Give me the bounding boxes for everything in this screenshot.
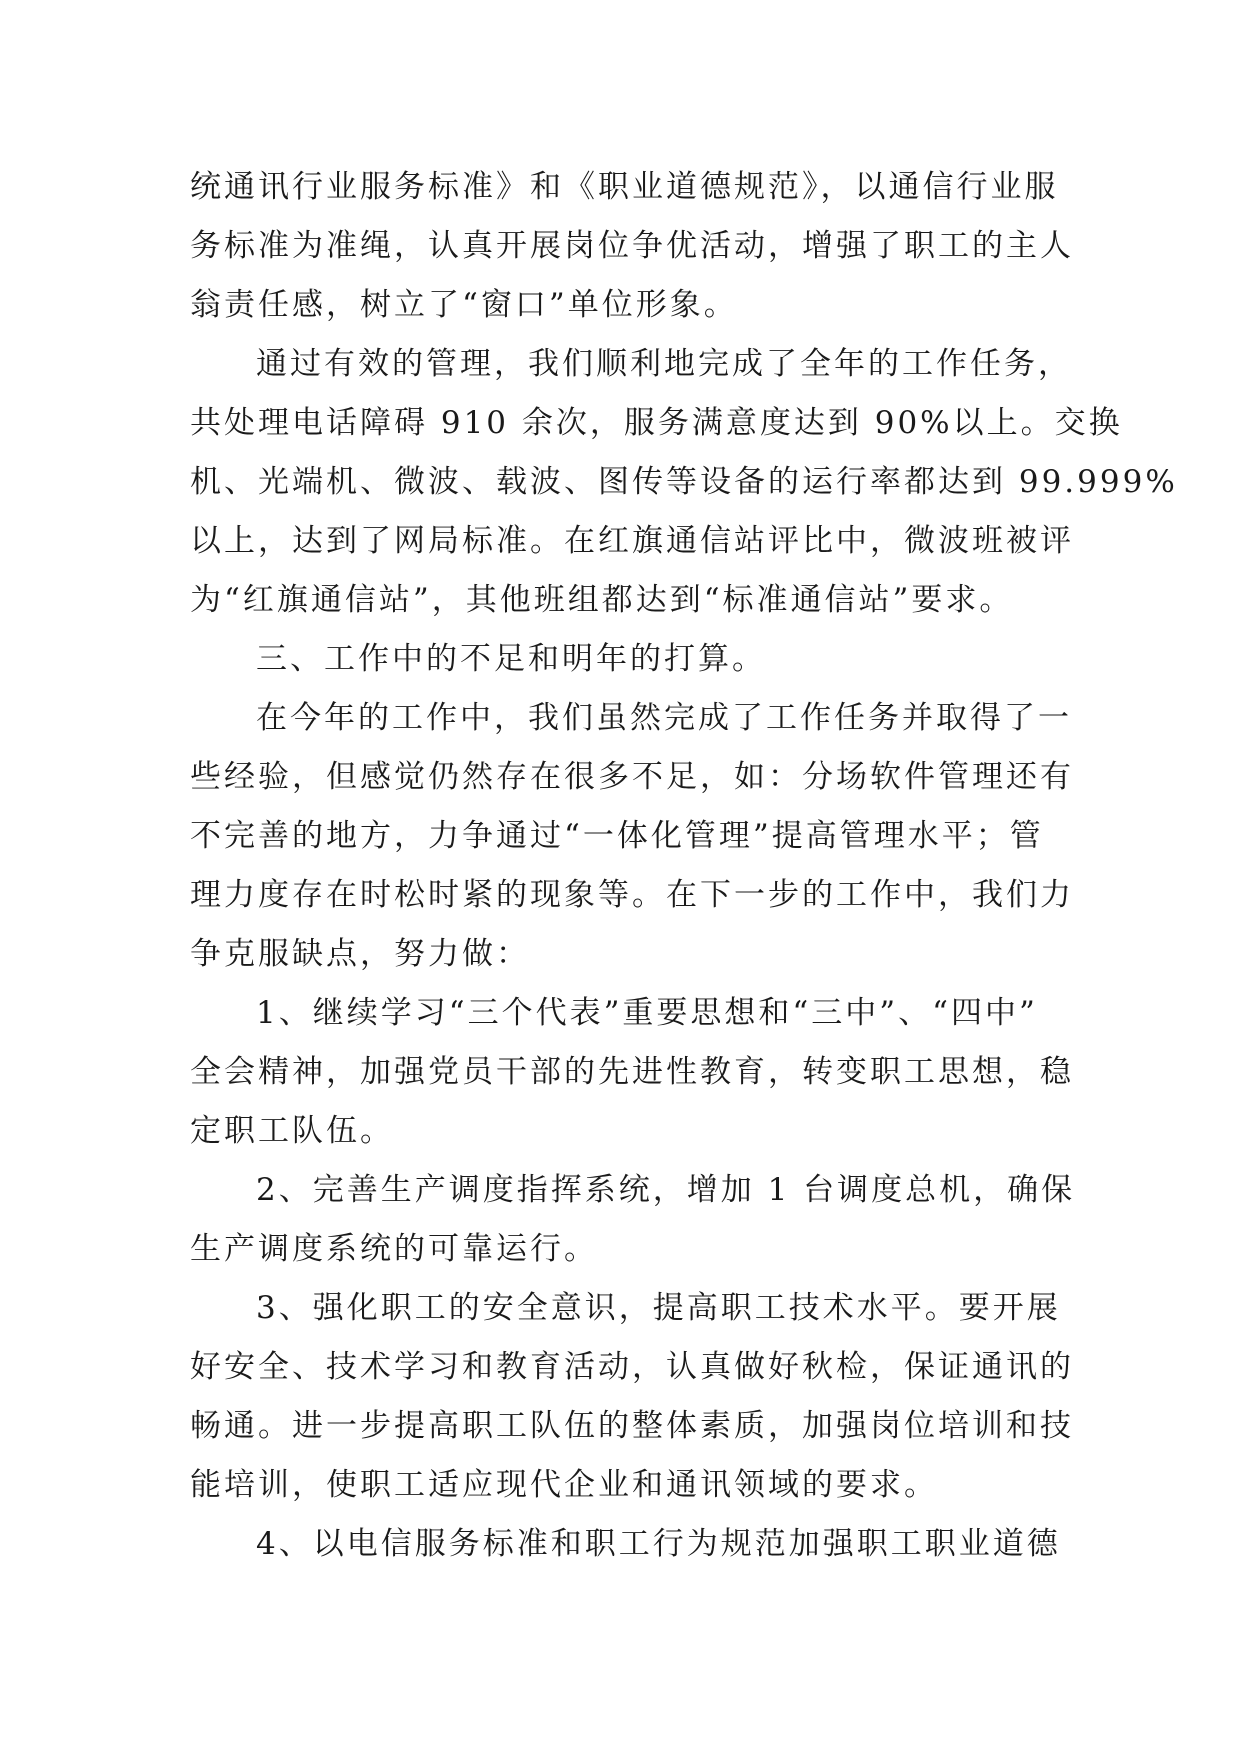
- document-body: [190, 158, 1178, 1574]
- text-line: 争克服缺点，努力做：: [190, 936, 530, 972]
- text-line: 理力度存在时松时紧的现象等。在下一步的工作中，我们力: [190, 877, 1074, 913]
- text-line: 统通讯行业服务标准》和《职业道德规范》，以通信行业服: [190, 169, 1059, 205]
- text-line: 务标准为准绳，认真开展岗位争优活动，增强了职工的主人: [190, 228, 1074, 264]
- text-line: 能培训，使职工适应现代企业和通讯领域的要求。: [190, 1467, 938, 1503]
- list-item-3-start: 3、强化职工的安全意识，提高职工技术水平。要开展: [256, 1290, 1061, 1326]
- text-line: 些经验，但感觉仍然存在很多不足，如：分场软件管理还有: [190, 759, 1074, 795]
- text-line: 翁责任感，树立了“窗口”单位形象。: [190, 287, 738, 323]
- text-line: 不完善的地方，力争通过“一体化管理”提高管理水平；管: [190, 818, 1044, 854]
- text-line: 好安全、技术学习和教育活动，认真做好秋检，保证通讯的: [190, 1349, 1074, 1385]
- paragraph-start-line: 通过有效的管理，我们顺利地完成了全年的工作任务，: [256, 346, 1072, 382]
- list-item-2-start: 2、完善生产调度指挥系统，增加 1 台调度总机，确保: [256, 1172, 1076, 1208]
- section-heading: 三、工作中的不足和明年的打算。: [256, 641, 766, 677]
- list-item-4-start: 4、以电信服务标准和职工行为规范加强职工职业道德: [256, 1526, 1061, 1562]
- text-line: 定职工队伍。: [190, 1113, 394, 1149]
- text-line: 为“红旗通信站”，其他班组都达到“标准通信站”要求。: [190, 582, 1014, 618]
- text-line: 畅通。进一步提高职工队伍的整体素质，加强岗位培训和技: [190, 1408, 1074, 1444]
- text-line: 生产调度系统的可靠运行。: [190, 1231, 598, 1267]
- text-line: 共处理电话障碍 910 余次，服务满意度达到 90%以上。交换: [190, 405, 1123, 441]
- list-item-1-start: 1、继续学习“三个代表”重要思想和“三中”、“四中”: [256, 995, 1038, 1031]
- paragraph-start-line: 在今年的工作中，我们虽然完成了工作任务并取得了一: [256, 700, 1072, 736]
- text-line: 全会精神，加强党员干部的先进性教育，转变职工思想，稳: [190, 1054, 1074, 1090]
- text-line: 机、光端机、微波、载波、图传等设备的运行率都达到 99.999%: [190, 464, 1178, 500]
- text-line: 以上，达到了网局标准。在红旗通信站评比中，微波班被评: [190, 523, 1074, 559]
